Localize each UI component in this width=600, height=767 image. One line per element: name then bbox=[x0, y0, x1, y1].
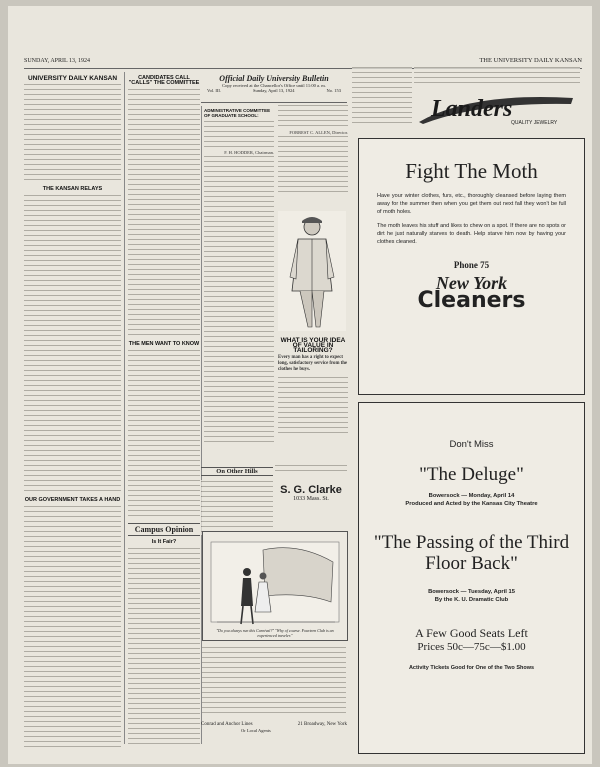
column-1 bbox=[24, 72, 121, 747]
moth-ad-name-script: New York bbox=[435, 273, 508, 293]
landers-logo bbox=[411, 88, 581, 128]
play-2-date: Bowersock — Tuesday, April 15 bbox=[428, 589, 515, 595]
moth-ad-body-2: The moth leaves his stuff and likes to chew on a spot. If there are no spots or dirt he just naturally starves to death. Help starve him now by having your clothes cleaned. bbox=[377, 223, 566, 245]
campus-opinion-column bbox=[128, 536, 200, 746]
article-body bbox=[128, 349, 200, 519]
article-body bbox=[128, 547, 200, 746]
article-body bbox=[128, 88, 200, 338]
ad-body bbox=[202, 646, 346, 716]
headline-candidates: CANDIDATES CALL "CALLS" THE COMMITTEE bbox=[128, 75, 200, 86]
clarke-name: S. G. Clarke bbox=[280, 484, 342, 496]
headline-is-it-fair: Is It Fair? bbox=[151, 539, 177, 545]
deluge-theatre-ad bbox=[358, 402, 585, 754]
newspaper-page bbox=[8, 6, 592, 764]
headline-kansan-relays: THE KANSAN RELAYS bbox=[42, 186, 103, 192]
moth-ad-title: Fight The Moth bbox=[405, 159, 538, 183]
running-head-date: SUNDAY, APRIL 13, 1924 bbox=[24, 58, 90, 64]
bulletin-volume: Vol. III. bbox=[207, 88, 222, 93]
landers-name: Landers bbox=[431, 96, 513, 122]
moth-ad-body-1: Have your winter clothes, furs, etc., thoroughly cleansed before laying them away for the summer then when you get them out next fall they won't be full of moth holes. bbox=[377, 193, 566, 215]
university-bulletin bbox=[201, 72, 347, 103]
anchor-bottom: Or Local Agents bbox=[241, 728, 271, 733]
running-head-title: THE UNIVERSITY DAILY KANSAN bbox=[479, 57, 582, 64]
activity-tickets-note: Activity Tickets Good for One of the Two Shows bbox=[408, 665, 535, 671]
bulletin-title: Official Daily University Bulletin bbox=[219, 74, 329, 83]
column-4-top bbox=[278, 104, 348, 204]
article-body bbox=[278, 135, 348, 195]
article-body bbox=[204, 155, 274, 445]
tailoring-headline: WHAT IS YOUR IDEA OF VALUE IN TAILORING? bbox=[280, 337, 346, 354]
cartoon-illustration bbox=[202, 531, 348, 641]
headline-govt-takes-hand: OUR GOVERNMENT TAKES A HAND bbox=[24, 497, 121, 503]
bulletin-signer: F. H. HODDER, Chairman. bbox=[224, 150, 274, 155]
moth-ad-phone: Phone 75 bbox=[453, 260, 490, 270]
bulletin-signer: FORREST C. ALLEN, Director. bbox=[289, 130, 348, 135]
bulletin-subtitle: Copy received at the Chancellor's Office until 11:00 a. m. bbox=[222, 83, 326, 88]
bulletin-body bbox=[204, 120, 274, 150]
ad-body bbox=[278, 376, 348, 436]
bulletin-date: Sunday, April 13, 1924 bbox=[252, 88, 295, 93]
campus-opinion-heading: Campus Opinion bbox=[128, 523, 200, 536]
cartoon-ad-text bbox=[202, 646, 346, 718]
anchor-right: 21 Broadway, New York bbox=[297, 722, 347, 727]
tailoring-ad bbox=[278, 334, 348, 459]
anchor-left: Conrad and Anchor Lines bbox=[201, 722, 253, 727]
play-2-title: "The Passing of the Third Floor Back" bbox=[373, 532, 570, 574]
bulletin-notice: ADMINISTRATIVE COMMITTEE OF GRADUATE SCHOOL: bbox=[204, 108, 271, 118]
masthead-text bbox=[24, 83, 121, 183]
seats-left-text: A Few Good Seats Left bbox=[415, 626, 528, 640]
column-rule bbox=[124, 72, 125, 744]
moth-ad-name-block: Cleaners bbox=[417, 288, 526, 313]
play-1-producer: Produced and Acted by the Kansas City Theatre bbox=[405, 501, 538, 507]
on-other-hills-heading: On Other Hills bbox=[201, 467, 273, 476]
article-body bbox=[414, 66, 580, 86]
play-2-producer: By the K. U. Dramatic Club bbox=[434, 597, 509, 603]
fight-the-moth-ad bbox=[358, 138, 585, 395]
clarke-ad bbox=[275, 464, 347, 502]
article-body bbox=[24, 505, 121, 747]
ad-body bbox=[275, 464, 347, 472]
clarke-address: 1033 Mass. St. bbox=[293, 496, 329, 502]
bulletin-body bbox=[278, 104, 348, 130]
prices-text: Prices 50c—75c—$1.00 bbox=[417, 641, 526, 653]
article-body bbox=[201, 480, 273, 535]
bulletin-meta bbox=[201, 88, 347, 93]
column-6-top bbox=[414, 66, 580, 88]
landers-tag: QUALITY JEWELRY bbox=[511, 120, 558, 126]
headline-men-want-to-know: THE MEN WANT TO KNOW bbox=[128, 341, 200, 347]
tailoring-illustration bbox=[278, 211, 346, 331]
play-1-title: "The Deluge" bbox=[419, 464, 524, 485]
dont-miss-text: Don't Miss bbox=[449, 439, 494, 450]
tailoring-tagline: Every man has a right to expect long, satisfactory service from the clothes he buys. bbox=[278, 355, 348, 372]
bulletin-number: No. 153 bbox=[326, 88, 341, 93]
column-3 bbox=[204, 104, 274, 464]
play-1-date: Bowersock — Monday, April 14 bbox=[428, 493, 515, 499]
column-5-top bbox=[352, 66, 412, 126]
masthead-title: UNIVERSITY DAILY KANSAN bbox=[27, 75, 118, 82]
article-body bbox=[352, 66, 412, 124]
article-body bbox=[24, 194, 121, 494]
cartoon-caption: "Do you always run this Carnival?" "Why of course. Fourteen Club is an experienced traveler." bbox=[216, 628, 334, 638]
